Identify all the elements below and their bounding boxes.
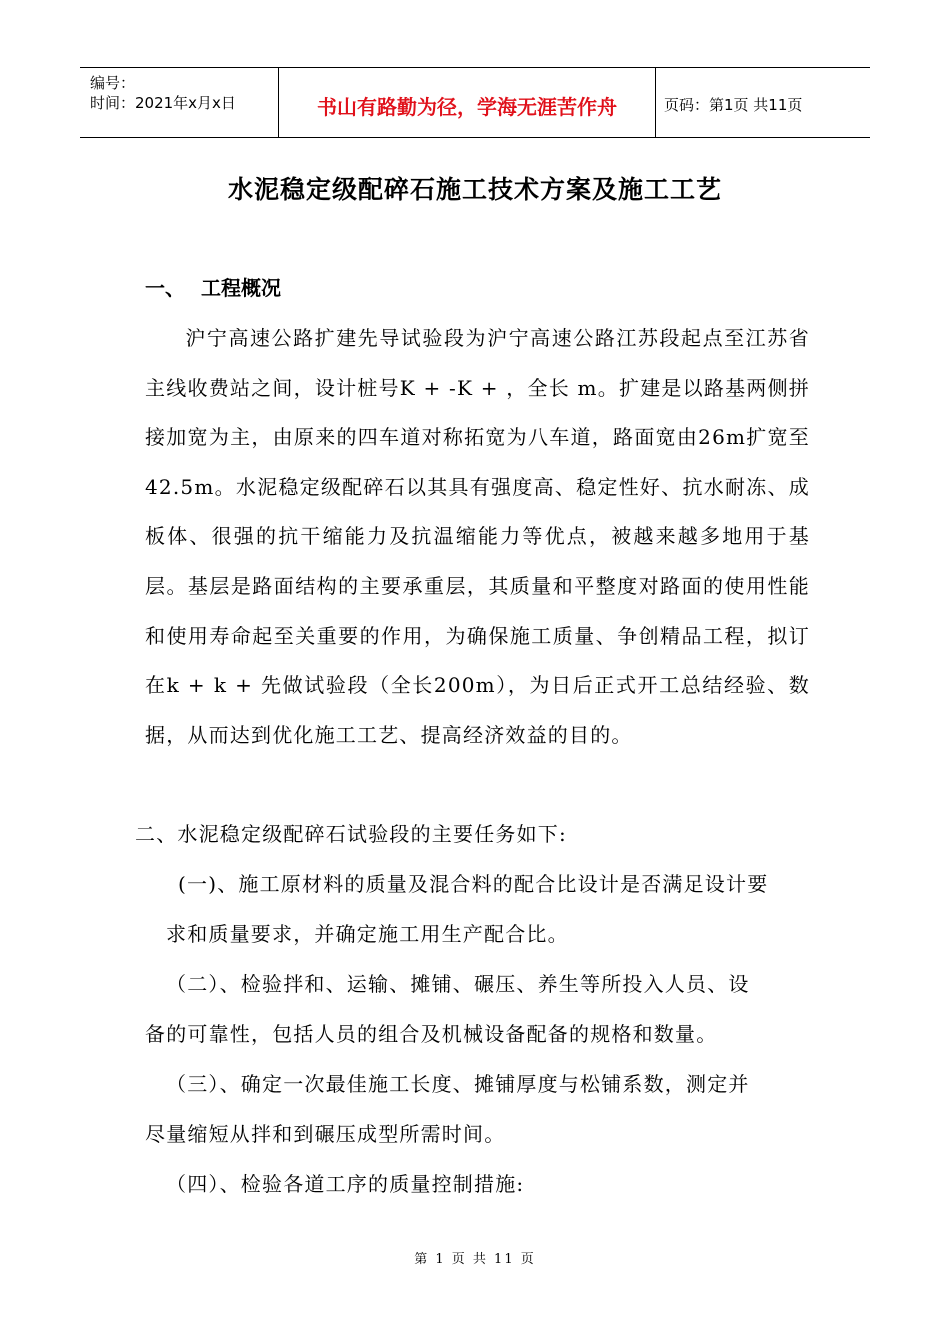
task-item-2-line2: 备的可靠性，包括人员的组合及机械设备配备的规格和数量。 bbox=[145, 1022, 718, 1046]
task-item-1-line2: 求和质量要求，并确定施工用生产配合比。 bbox=[166, 922, 569, 946]
header-page-number: 页码：第1页 共11页 bbox=[664, 96, 803, 114]
code-label: 编号： bbox=[90, 74, 136, 92]
page-footer: 第 1 页 共 11 页 bbox=[414, 1252, 536, 1267]
section1-number: 一、 bbox=[145, 276, 185, 300]
page-header bbox=[80, 67, 870, 138]
section1-paragraph bbox=[145, 314, 810, 760]
header-meta-cell bbox=[80, 68, 279, 137]
task-item-4-line1: （四）、检验各道工序的质量控制措施: bbox=[166, 1172, 525, 1196]
date-label: 时间：2021年x月x日 bbox=[90, 94, 236, 112]
section2-heading: 二、水泥稳定级配碎石试验段的主要任务如下: bbox=[135, 822, 567, 846]
section1-paragraph-text: 沪宁高速公路扩建先导试验段为沪宁高速公路江苏段起点至江苏省主线收费站之间，设计桩号K + -K + ，全长 m。扩建是以路基两侧拼接加宽为主，由原来的四车道对称拓宽为八车道，路面宽由26m扩宽至42.5m。水泥稳定级配碎石以其具有强度高、稳定性好、抗水耐冻、成板体、很强的抗干缩能力及抗温缩能力等优点，被越来越多地用于基层。基层是路面结构的主要承重层，其质量和平整度对路面的使用性能和使用寿命起至关重要的作用，为确保施工质量、争创精品工程，拟订在k + k + 先做试验段（全长200m），为日后正式开工总结经验、数据，从而达到优化施工工艺、提高经济效益的目的。 bbox=[145, 326, 810, 747]
task-item-3-line2: 尽量缩短从拌和到碾压成型所需时间。 bbox=[145, 1122, 506, 1146]
header-page-cell bbox=[656, 68, 870, 137]
section1-title: 工程概况 bbox=[201, 276, 281, 300]
document-title: 水泥稳定级配碎石施工技术方案及施工工艺 bbox=[227, 175, 722, 204]
section1-heading bbox=[145, 272, 281, 301]
task-item-3-line1: （三）、确定一次最佳施工长度、摊铺厚度与松铺系数，测定并 bbox=[166, 1072, 750, 1096]
motto-text: 书山有路勤为径，学海无涯苦作舟 bbox=[317, 95, 617, 119]
header-motto-cell bbox=[279, 68, 656, 137]
task-item-1-line1: (一)、施工原材料的质量及混合料的配合比设计是否满足设计要 bbox=[178, 872, 769, 896]
task-item-2-line1: （二）、检验拌和、运输、摊铺、碾压、养生等所投入人员、设 bbox=[166, 972, 750, 996]
